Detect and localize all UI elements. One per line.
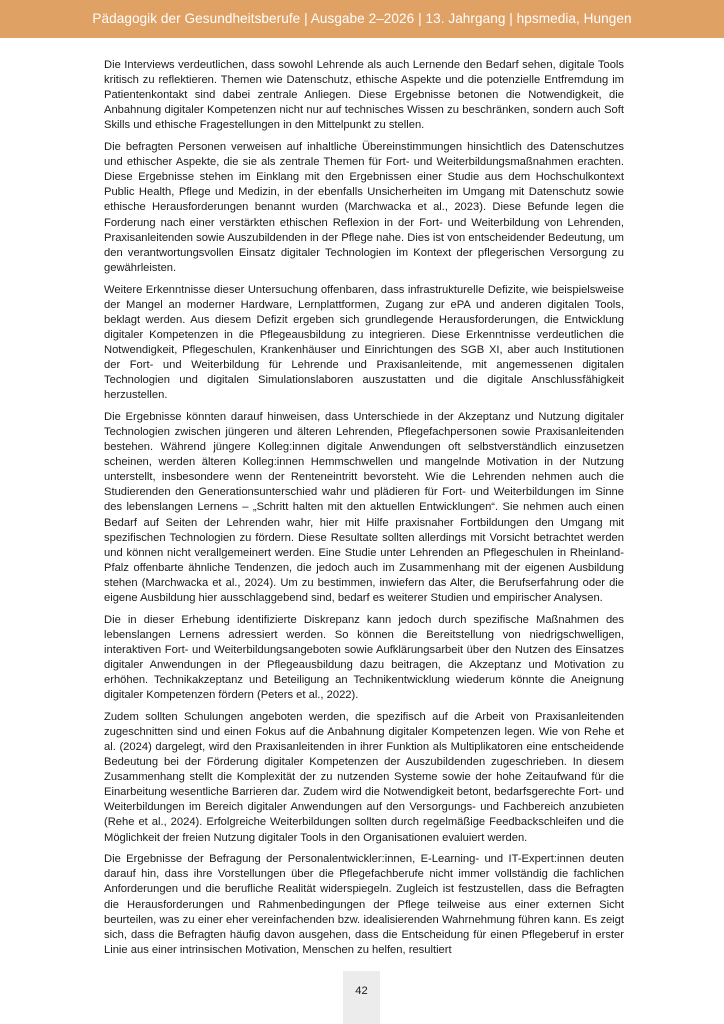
paragraph-3: Weitere Erkenntnisse dieser Untersuchung offenbaren, dass infrastrukturelle Defizite, wie beispielsweise der Mangel an moderner Hardware, Lernplattformen, Zugang zur ePA und anderen digitalen Tools, beklagt werden. Aus diesem Defizit ergeben sich grundlegende Herausforderungen, die Entwicklung digitaler Kompetenzen in die Pflegeausbildung zu integrieren. Diese Erkenntnisse verdeutlichen die Notwendigkeit, Pflegeschulen, Krankenhäuser und Einrichtungen des SGB XI, aber auch Institutionen der Fort- und Weiterbildung für Lehrende und Praxisanleitende, mit angemessenen digitalen Technologien und digitalen Simulationslaboren auszustatten und die digitale Anschlussfähigkeit herzustellen. <box>104 283 624 402</box>
paragraph-4: Die Ergebnisse könnten darauf hinweisen, dass Unterschiede in der Akzeptanz und Nutzung digitaler Technologien zwischen jüngeren und älteren Lehrenden, Pflegefachpersonen sowie Praxisanleitenden bestehen. Während jüngere Kolleg:innen digitale Anwendungen oft selbstverständlich einzusetzen scheinen, werden älteren Kolleg:innen Hemmschwellen und mangelnde Motivation in der Nutzung unterstellt, insbesondere wenn der Renteneintritt bevorsteht. Wie die Lehrenden nehmen auch die Studierenden den Generationsunterschied wahr und plädieren für Fort- und Weiterbildungen im Sinne des lebenslangen Lernens – „Schritt halten mit den aktuellen Entwicklungen“. Sie nehmen auch einen Bedarf auf Seiten der Lehrenden wahr, hier mit Hilfe praxisnaher Fortbildungen den Umgang mit spezifischen Technologien zu fördern. Diese Resultate sollten allerdings mit Vorsicht betrachtet werden und können nicht verallgemeinert werden. Eine Studie unter Lehrenden an Pflegeschulen in Rheinland-Pfalz offenbarte ähnliche Tendenzen, die jedoch auch im Zusammenhang mit der eigenen Ausbildung stehen (Marchwacka et al., 2024). Um zu bestimmen, inwiefern das Alter, die Berufserfahrung oder die eigene Ausbildung hier ausschlaggebend sind, bedarf es weiterer Studien und empirischer Analysen. <box>104 410 624 604</box>
article-body <box>104 58 624 965</box>
paragraph-1: Die Interviews verdeutlichen, dass sowohl Lehrende als auch Lernende den Bedarf sehen, digitale Tools kritisch zu reflektieren. Themen wie Datenschutz, ethische Aspekte und die potenzielle Entfremdung im Patientenkontakt sind dabei zentrale Anliegen. Diese Ergebnisse betonen die Notwendigkeit, die Anbahnung digitaler Kompetenzen nicht nur auf technisches Wissen zu beschränken, sondern auch Soft Skills und ethische Fragestellungen in den Mittelpunkt zu stellen. <box>104 59 624 132</box>
paragraph-7: Die Ergebnisse der Befragung der Personalentwickler:innen, E-Learning- und IT-Expert:innen deuten darauf hin, dass ihre Vorstellungen über die Pflegefachberufe nicht immer vollständig die fachlichen Anforderungen und die berufliche Realität widerspiegeln. Zugleich ist festzustellen, dass die Befragten die Herausforderungen und Rahmenbedingungen der Pflege teilweise aus einer externen Sicht beurteilen, was zu einer eher vereinfachenden bzw. idealisierenden Wahrnehmung führen kann. Es zeigt sich, dass die Befragten häufig davon ausgehen, dass die Entscheidung für einen Pflegeberuf in erster Linie aus einer intrinsischen Motivation, Menschen zu helfen, resultiert <box>104 853 624 956</box>
paragraph-2: Die befragten Personen verweisen auf inhaltliche Übereinstimmungen hinsichtlich des Datenschutzes und ethischer Aspekte, die sie als zentrale Themen für Fort- und Weiterbildungsmaßnahmen erachten. Diese Ergebnisse stehen im Einklang mit den Ergebnissen einer Studie aus dem Hochschulkontext Public Health, Pflege und Medizin, in der ebenfalls Unsicherheiten im Umgang mit Datenschutz sowie ethische Herausforderungen benannt wurden (Marchwacka et al., 2023). Diese Befunde legen die Forderung nach einer verstärkten ethischen Reflexion in der Fort- und Weiterbildung von Lehrenden, Praxisanleitenden sowie Auszubildenden in der Pflege nahe. Dies ist von entscheidender Bedeutung, um den verantwortungsvollen Einsatz digitaler Technologien im Kontext der pflegerischen Versorgung zu gewährleisten. <box>104 141 624 274</box>
paragraph-5: Die in dieser Erhebung identifizierte Diskrepanz kann jedoch durch spezifische Maßnahmen des lebenslangen Lernens adressiert werden. So können die Bereitstellung von niedrigschwelligen, interaktiven Fort- und Weiterbildungsangeboten sowie Aufklärungsarbeit über den Nutzen des Einsatzes digitaler Anwendungen in der Pflegeausbildung dazu beitragen, die Akzeptanz und Motivation zu erhöhen. Technikakzeptanz und Beteiligung an Technikentwicklung wiederum könnte die Aneignung digitaler Kompetenzen fördern (Peters et al., 2022). <box>104 613 624 702</box>
page-number: 42 <box>355 985 368 997</box>
paragraph-6: Zudem sollten Schulungen angeboten werden, die spezifisch auf die Arbeit von Praxisanleitenden zugeschnitten sind und einen Fokus auf die Anbahnung digitaler Kompetenzen legen. Wie von Rehe et al. (2024) dargelegt, wird den Praxisanleitenden in ihrer Funktion als Multiplikatoren eine entscheidende Bedeutung bei der Förderung digitaler Kompetenzen der Auszubildenden zugeschrieben. In diesem Zusammenhang stellt die Komplexität der zu nutzenden Systeme sowie der hohe Zeitaufwand für die Einarbeitung wesentliche Barrieren dar. Zudem wird die Notwendigkeit betont, bedarfsgerechte Fort- und Weiterbildungen im Bereich digitaler Anwendungen auf den Versorgungs- und Fachbereich anzubieten (Rehe et al., 2024). Erfolgreiche Weiterbildungen sollten durch regelmäßige Feedbackschleifen und die Möglichkeit der freien Nutzung digitaler Tools in den Organisationen evaluiert werden. <box>104 710 624 844</box>
journal-header-text: Pädagogik der Gesundheitsberufe | Ausgabe 2–2026 | 13. Jahrgang | hpsmedia, Hungen <box>92 11 632 26</box>
journal-header <box>0 0 724 38</box>
page-number-tab <box>343 971 380 1024</box>
